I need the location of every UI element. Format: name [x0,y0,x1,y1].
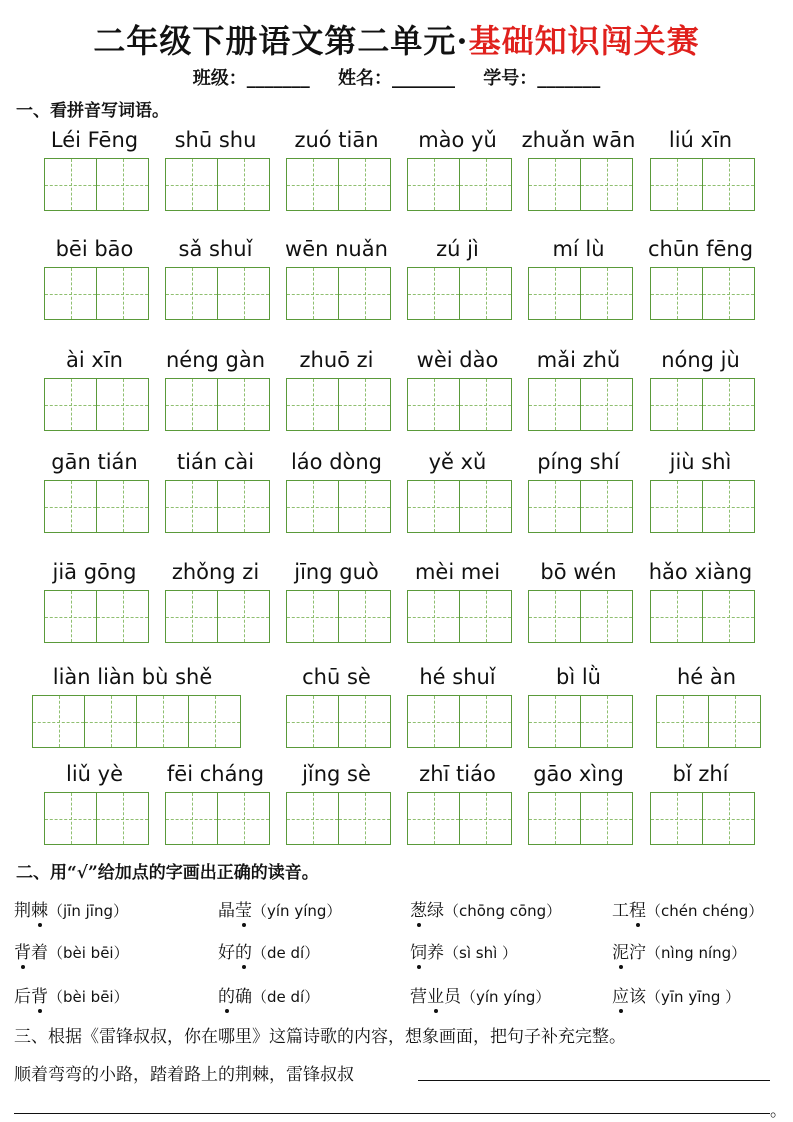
pinyin-label: bō wén [540,560,617,584]
reading-item[interactable] [14,982,129,1007]
writing-cell[interactable] [407,590,460,643]
answer-line-2[interactable] [14,1093,770,1114]
dotted-character: 棘 [31,901,48,921]
pinyin-options[interactable]: （bèi bēi） [48,944,129,962]
writing-cell[interactable] [286,695,339,748]
writing-grid[interactable] [44,480,148,533]
pinyin-label: gān tián [51,450,138,474]
pinyin-label: ài xīn [66,348,123,372]
writing-grid[interactable] [44,158,148,211]
writing-grid[interactable] [407,158,511,211]
writing-grid[interactable] [528,267,632,320]
reading-row [14,938,784,968]
writing-cell[interactable] [96,378,149,431]
word-part: 荆 [14,901,31,921]
writing-cell[interactable] [165,480,218,533]
pinyin-label: zhuǎn wān [521,128,636,152]
writing-cell[interactable] [165,378,218,431]
reading-row [14,982,784,1012]
word-part: 员 [444,987,461,1007]
writing-grid[interactable] [528,480,632,533]
pinyin-label: hé àn [676,665,737,689]
pinyin-label: mèi mei [414,560,501,584]
writing-cell[interactable] [286,158,339,211]
writing-cell[interactable] [407,378,460,431]
reading-item[interactable] [410,938,517,963]
writing-cell[interactable] [702,590,755,643]
word-part: 确 [235,987,252,1007]
writing-cell[interactable] [407,792,460,845]
pinyin-label: liú xīn [668,128,733,152]
pinyin-label: sǎ shuǐ [178,237,253,261]
pinyin-label: bēi bāo [55,237,134,261]
writing-cell[interactable] [286,267,339,320]
pinyin-label: shū shu [174,128,257,152]
pinyin-label: láo dòng [290,450,383,474]
word-part: 养 [427,943,444,963]
writing-cell[interactable] [165,267,218,320]
writing-cell[interactable] [650,590,703,643]
pinyin-options[interactable]: （chén chéng） [646,902,764,920]
dotted-character: 泥 [612,943,629,963]
class-field[interactable]: 班级：_______ [192,68,310,89]
word-part: 着 [31,943,48,963]
dotted-character: 饲 [410,943,427,963]
writing-cell[interactable] [656,695,709,748]
pinyin-label: yě xǔ [428,450,487,474]
writing-cell[interactable] [338,480,391,533]
writing-cell[interactable] [286,590,339,643]
writing-cell[interactable] [528,378,581,431]
writing-cell[interactable] [44,590,97,643]
reading-item[interactable] [218,896,341,921]
pinyin-label: liǔ yè [65,762,123,786]
writing-grid[interactable] [44,378,148,431]
writing-cell[interactable] [96,158,149,211]
writing-cell[interactable] [32,695,85,748]
writing-cell[interactable] [96,590,149,643]
writing-cell[interactable] [708,695,761,748]
writing-cell[interactable] [650,378,703,431]
writing-cell[interactable] [286,792,339,845]
writing-cell[interactable] [84,695,137,748]
writing-cell[interactable] [286,378,339,431]
pinyin-label: zú jì [436,237,479,261]
writing-cell[interactable] [165,158,218,211]
pinyin-label: zhuō zi [299,348,374,372]
writing-cell[interactable] [702,378,755,431]
writing-grid[interactable] [528,158,632,211]
writing-cell[interactable] [459,267,512,320]
word-part: 工 [612,901,629,921]
writing-grid[interactable] [286,792,390,845]
pinyin-label: hǎo xiàng [648,560,753,584]
writing-cell[interactable] [407,158,460,211]
writing-grid[interactable] [286,158,390,211]
writing-cell[interactable] [702,480,755,533]
writing-cell[interactable] [96,792,149,845]
dotted-character: 莹 [235,901,252,921]
pinyin-options[interactable]: （yín yíng） [252,902,342,920]
pinyin-options[interactable]: （chōng cōng） [444,902,562,920]
writing-cell[interactable] [528,695,581,748]
writing-grid[interactable] [165,792,269,845]
section3-heading: 三、根据《雷锋叔叔，你在哪里》这篇诗歌的内容，想象画面，把句子补充完整。 [14,1027,626,1047]
pinyin-label: mí lù [552,237,605,261]
writing-grid[interactable] [165,158,269,211]
reading-item[interactable] [218,938,319,963]
answer-line-1[interactable] [418,1060,770,1081]
writing-cell[interactable] [96,480,149,533]
reading-item[interactable] [612,938,746,963]
writing-grid[interactable] [165,480,269,533]
writing-cell[interactable] [459,378,512,431]
writing-grid[interactable] [165,378,269,431]
writing-cell[interactable] [407,695,460,748]
pinyin-label: jiù shì [669,450,732,474]
writing-grid[interactable] [407,267,511,320]
writing-grid[interactable] [407,695,511,748]
pinyin-options[interactable]: （de dí） [252,988,320,1006]
writing-grid[interactable] [650,378,754,431]
writing-cell[interactable] [528,792,581,845]
writing-cell[interactable] [459,792,512,845]
writing-cell[interactable] [286,480,339,533]
pinyin-label: chū sè [302,665,371,689]
writing-grid[interactable] [165,590,269,643]
writing-cell[interactable] [217,792,270,845]
writing-cell[interactable] [528,267,581,320]
writing-cell[interactable] [580,480,633,533]
pinyin-label: mǎi zhǔ [536,348,621,372]
pinyin-label: zhī tiáo [419,762,496,786]
writing-grid[interactable] [650,590,754,643]
pinyin-label: wēn nuǎn [285,237,388,261]
pinyin-label: jǐng sè [302,762,371,786]
pinyin-label: nóng jù [661,348,740,372]
pinyin-label: bǐ zhí [672,762,729,786]
number-field[interactable]: 学号：_______ [483,68,601,89]
writing-grid[interactable] [44,590,148,643]
pinyin-options[interactable]: （jīn jīng） [48,902,128,920]
reading-row [14,896,784,926]
writing-grid[interactable] [44,267,148,320]
pinyin-label: Léi Fēng [50,128,139,152]
pinyin-label: mào yǔ [418,128,497,152]
pinyin-label: liàn liàn bù shě [52,665,213,689]
writing-grid[interactable] [286,480,390,533]
pinyin-label: píng shí [537,450,620,474]
reading-item[interactable] [14,938,129,963]
writing-grid[interactable] [165,267,269,320]
writing-grid[interactable] [650,480,754,533]
pinyin-label: néng gàn [165,348,266,372]
student-info [0,64,793,90]
writing-grid[interactable] [286,378,390,431]
dotted-character: 葱 [410,901,427,921]
reading-item[interactable] [218,982,319,1007]
writing-grid[interactable] [656,695,760,748]
writing-grid[interactable] [650,267,754,320]
writing-cell[interactable] [338,590,391,643]
writing-cell[interactable] [528,158,581,211]
writing-cell[interactable] [338,695,391,748]
writing-cell[interactable] [702,158,755,211]
writing-grid[interactable] [528,792,632,845]
reading-item[interactable] [410,982,550,1007]
pinyin-label: zuó tiān [294,128,379,152]
dotted-character: 的 [218,987,235,1007]
dotted-character: 程 [629,901,646,921]
writing-grid[interactable] [286,695,390,748]
writing-cell[interactable] [136,695,189,748]
dotted-character: 背 [14,943,31,963]
writing-cell[interactable] [407,267,460,320]
writing-cell[interactable] [217,158,270,211]
writing-cell[interactable] [338,792,391,845]
reading-item[interactable] [410,896,561,921]
writing-cell[interactable] [650,792,703,845]
word-part: 泞 [629,943,646,963]
writing-grid[interactable] [32,695,240,748]
pinyin-options[interactable]: （bèi bēi） [48,988,129,1006]
pinyin-options[interactable]: （sì shì ） [444,944,518,962]
pinyin-label: tián cài [176,450,255,474]
writing-cell[interactable] [580,158,633,211]
writing-cell[interactable] [338,267,391,320]
writing-grid[interactable] [286,590,390,643]
writing-grid[interactable] [407,480,511,533]
writing-cell[interactable] [580,792,633,845]
section3-end-mark: 。 [770,1101,787,1121]
writing-cell[interactable] [217,267,270,320]
writing-grid[interactable] [650,792,754,845]
pinyin-label: jīng guò [294,560,379,584]
reading-item[interactable] [612,982,740,1007]
writing-cell[interactable] [580,267,633,320]
pinyin-label: fēi cháng [166,762,265,786]
writing-cell[interactable] [459,158,512,211]
pinyin-label: bì lǜ [556,665,601,689]
pinyin-options[interactable]: （de dí） [252,944,320,962]
title-black: 二年级下册语文第二单元· [93,22,469,60]
word-part: 营 [410,987,427,1007]
word-part: 后 [14,987,31,1007]
dotted-character: 业 [427,987,444,1007]
section3-sentence: 顺着弯弯的小路，踏着路上的荆棘，雷锋叔叔 [14,1065,354,1085]
word-part: 晶 [218,901,235,921]
writing-cell[interactable] [165,590,218,643]
writing-cell[interactable] [580,378,633,431]
pinyin-label: hé shuǐ [419,665,496,689]
writing-grid[interactable] [44,792,148,845]
word-part: 好 [218,943,235,963]
writing-cell[interactable] [580,590,633,643]
writing-cell[interactable] [528,590,581,643]
writing-cell[interactable] [96,267,149,320]
section2-heading: 二、用“√”给加点的字画出正确的读音。 [16,863,319,883]
writing-cell[interactable] [580,695,633,748]
writing-grid[interactable] [650,158,754,211]
word-part: 绿 [427,901,444,921]
pinyin-label: zhǒng zi [171,560,260,584]
writing-cell[interactable] [44,480,97,533]
pinyin-label: wèi dào [416,348,499,372]
name-field[interactable]: 姓名：_______ [338,68,455,89]
writing-cell[interactable] [702,792,755,845]
reading-item[interactable] [14,896,128,921]
writing-cell[interactable] [650,267,703,320]
pinyin-options[interactable]: （yīn yīng ） [646,988,741,1006]
writing-cell[interactable] [407,480,460,533]
writing-cell[interactable] [459,590,512,643]
writing-cell[interactable] [44,158,97,211]
writing-cell[interactable] [44,267,97,320]
pinyin-label: gāo xìng [533,762,624,786]
dotted-character: 的 [235,943,252,963]
dotted-character: 应 [612,987,629,1007]
writing-cell[interactable] [702,267,755,320]
writing-cell[interactable] [338,378,391,431]
dotted-character: 背 [31,987,48,1007]
writing-cell[interactable] [650,158,703,211]
writing-cell[interactable] [459,480,512,533]
writing-cell[interactable] [165,792,218,845]
pinyin-options[interactable]: （nìng níng） [646,944,747,962]
writing-grid[interactable] [407,378,511,431]
writing-grid[interactable] [286,267,390,320]
writing-cell[interactable] [528,480,581,533]
writing-cell[interactable] [217,480,270,533]
writing-grid[interactable] [407,792,511,845]
writing-cell[interactable] [188,695,241,748]
writing-grid[interactable] [407,590,511,643]
pinyin-options[interactable]: （yín yíng） [461,988,551,1006]
worksheet-title [0,16,793,62]
writing-cell[interactable] [44,378,97,431]
pinyin-label: chūn fēng [647,237,754,261]
writing-grid[interactable] [528,590,632,643]
section1-heading: 一、看拼音写词语。 [16,101,169,121]
writing-cell[interactable] [650,480,703,533]
reading-item[interactable] [612,896,763,921]
writing-cell[interactable] [44,792,97,845]
writing-cell[interactable] [338,158,391,211]
title-red: 基础知识闯关赛 [468,22,700,60]
writing-grid[interactable] [528,378,632,431]
pinyin-label: jiā gōng [52,560,137,584]
writing-cell[interactable] [217,590,270,643]
word-part: 该 [629,987,646,1007]
writing-cell[interactable] [217,378,270,431]
writing-cell[interactable] [459,695,512,748]
writing-grid[interactable] [528,695,632,748]
